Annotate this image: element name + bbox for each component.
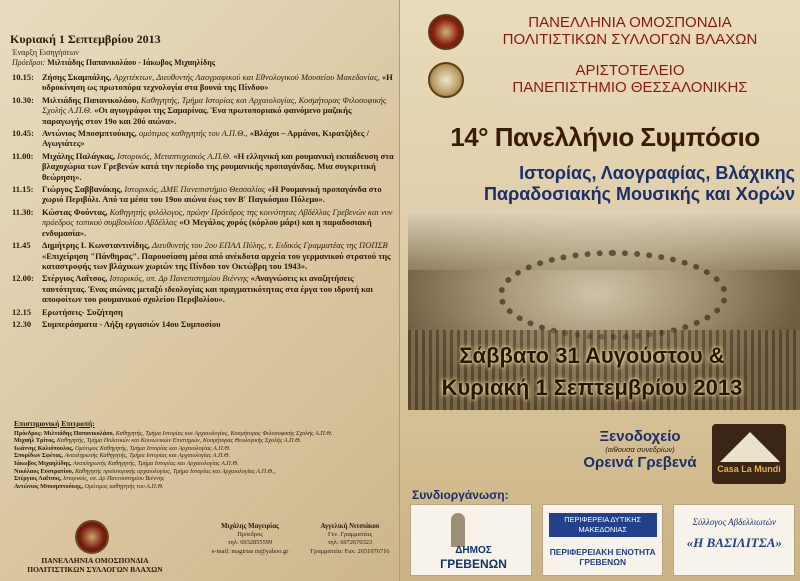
talk-text <box>42 151 394 182</box>
member-name: Στέργιος Λαΐτσος, <box>14 475 62 483</box>
committee-member <box>14 437 386 445</box>
speaker-name: Δημήτρης Ι. Κωνσταντινίδης, <box>42 240 152 251</box>
talk-text <box>42 72 394 93</box>
committee-member <box>14 452 386 460</box>
chair-label: Πρόεδροι: <box>12 58 48 67</box>
speaker-role: ομότιμος καθηγητής του Α.Π.Θ., <box>138 128 250 139</box>
sponsor1-line2: ΓΡΕΒΕΝΩΝ <box>440 557 507 571</box>
speaker-role: Ιστορικός, υπ. Δρ Πανεπιστημίου Βιέννης <box>109 273 251 284</box>
speaker-name: Κώστας Φούντας, <box>42 206 110 217</box>
talk-title: Συμπεράσματα - Λήξη εργασιών 14ου Συμποσίου <box>42 318 221 329</box>
sponsor-association <box>673 504 795 576</box>
talk-text <box>42 319 394 329</box>
program-list <box>12 48 394 331</box>
talk-item <box>12 95 394 126</box>
scientific-committee <box>14 420 386 516</box>
dance-circle <box>498 250 728 340</box>
sponsor1-line1: ΔΗΜΟΣ <box>455 545 492 556</box>
talk-text <box>42 128 394 149</box>
talk-item <box>12 72 394 93</box>
contact-role: Γεν. Γραμματέας <box>327 531 373 539</box>
symposium-title: 14° Πανελλήνιο Συμπόσιο <box>450 122 760 152</box>
talk-text <box>42 184 394 205</box>
talk-text <box>42 307 394 317</box>
sponsor-logos <box>410 504 795 576</box>
contact-role: Πρόεδρος <box>237 531 263 539</box>
member-name: Σπυρίδων Σφέτας, <box>14 452 63 460</box>
session-intro <box>12 48 394 68</box>
talk-title: «Αναγνώσεις κι αναζητήσεις ταυτότητας. Ένας αιώνας μεταξύ ιδεολογίας και πραγματικότητας στα έργα του ιδρυτή και αποφοίτων του ρουμανικού σχολείου Περιβολίου». <box>42 273 373 305</box>
speaker-name: Ζήσης Σκαμπάλης, <box>42 72 114 82</box>
intro-line: Έναρξη Εισηγήσεων <box>12 48 79 57</box>
cover-panel <box>400 0 800 581</box>
contact-fax: Γραμματεία: Fax: 2651076716 <box>310 547 390 555</box>
talk-item <box>12 240 394 271</box>
clock-tower-icon <box>451 513 465 547</box>
talk-item <box>12 273 394 304</box>
committee-title: Επιστημονική Επιτροπή: <box>14 420 95 428</box>
footer-organization <box>20 520 180 580</box>
sponsor3-top: Σύλλογος Αβδελλιωτών <box>692 517 777 527</box>
committee-member <box>14 483 386 491</box>
member-name: Αντώνιος Μποσμπτούκης, <box>14 482 83 490</box>
talk-items <box>12 72 394 329</box>
sponsor-region <box>542 504 664 576</box>
speaker-role: Καθηγητής, Τμήμα Ιστορίας και Αρχαιολογίας, Κοσμήτορας Φιλοσοφικής Σχολής Α.Π.Θ. <box>42 94 387 116</box>
university-name-line1: ΑΡΙΣΤΟΤΕΛΕΙΟ <box>575 62 685 79</box>
contact-name: Μιχάλης Μαγειρίας <box>221 523 279 530</box>
speaker-name: Στέργιος Λαΐτσος, <box>42 273 110 284</box>
member-name: Ιάκωβος Μιχαηλίδης, <box>14 459 72 467</box>
federation-name-line1: ΠΑΝΕΛΛΗΝΙΑ ΟΜΟΣΠΟΝΔΙΑ <box>528 14 732 31</box>
committee-list <box>14 430 386 491</box>
contact-president <box>200 523 300 556</box>
talk-time: 10.15: <box>12 72 34 82</box>
talk-time: 10.45: <box>12 128 34 139</box>
contact-phone: τηλ: 6932855599 <box>227 539 273 547</box>
talk-title: «Ο Μεγάλος χορός (κόρλου μάρι) και η παραδοσιακή ενδυμασία». <box>42 217 372 238</box>
member-role: Καθηγητής, Τμήμα Πολιτικών και Κοινωνικών Επιστημών, Κοσμήτορας Θεολογικής Σχολής Α.Π.Θ. <box>56 437 302 445</box>
talk-time: 12.00: <box>12 273 34 284</box>
sponsor2-top: ΠΕΡΙΦΕΡΕΙΑ ΔΥΤΙΚΗΣ ΜΑΚΕΔΟΝΙΑΣ <box>549 513 657 537</box>
date-line1: Σάββατο 31 Αυγούστου & <box>459 343 725 368</box>
member-role: Ομότιμος Καθηγητής, Τμήμα Ιστορίας και Αρχαιολογίας Α.Π.Θ. <box>74 444 231 452</box>
contacts <box>200 523 400 556</box>
talk-text <box>42 273 394 304</box>
university-name-line2: ΠΑΝΕΠΙΣΤΗΜΙΟ ΘΕΣΣΑΛΟΝΙΚΗΣ <box>512 79 748 96</box>
member-role: Ομότιμος καθηγητής του Α.Π.Θ. <box>84 482 164 490</box>
venue-line3: Ορεινά Γρεβενά <box>583 454 697 471</box>
day-title: Κυριακή 1 Σεπτεμβρίου 2013 <box>10 32 161 46</box>
talk-title: «Επιχείρηση "Πάνθηρας". Παρουσίαση μέσα από ανέκδοτα αρχεία του γερμανικού στρατού της καταστροφής των βλάχικων χωριών της Πίνδου τον Οκτώβρη του 1943». <box>42 250 391 271</box>
talk-text <box>42 95 394 126</box>
venue-line2: (αίθουσα συνεδρίων) <box>605 445 675 454</box>
talk-time: 11.45 <box>12 240 31 251</box>
coorganization-label: Συνδιοργάνωση: <box>412 488 509 502</box>
footer-org-name: ΠΑΝΕΛΛΗΝΙΑ ΟΜΟΣΠΟΝΔΙΑ ΠΟΛΙΤΙΣΤΙΚΩΝ ΣΥΛΛΟΓΩΝ ΒΛΑΧΩΝ <box>27 556 163 574</box>
talk-time: 11.00: <box>12 150 34 161</box>
member-role: Αναπληρωτής Καθηγητής, Τμήμα Ιστορίας και Αρχαιολογίας Α.Π.Θ. <box>72 459 239 467</box>
committee-member <box>14 460 386 468</box>
member-role: Αναπληρωτής Καθηγητής, Τμήμα Ιστορίας και Αρχαιολογίας Α.Π.Θ. <box>64 452 230 460</box>
talk-time: 10.30: <box>12 94 34 105</box>
federation-name-line2: ΠΟΛΙΤΙΣΤΙΚΩΝ ΣΥΛΛΟΓΩΝ ΒΛΑΧΩΝ <box>502 31 758 48</box>
mountain-icon <box>720 432 780 462</box>
talk-time: 11.15: <box>12 184 34 195</box>
member-name: Πρόεδρος: Μιλτιάδης Παπανικολάου, <box>14 429 115 437</box>
speaker-role: Ιστορικός, Μεταπτυχιακός Α.Π.Θ. <box>117 150 234 161</box>
speaker-role: Ιστορικός, ΔΜΕ Πανεπιστήμιο Θεσσαλίας <box>124 184 268 195</box>
member-name: Μιχαήλ Τρίτος, <box>14 437 56 445</box>
venue <box>570 428 710 471</box>
contact-email: e-mail: magirias m@yahoo.gr <box>211 547 289 555</box>
federation-seal-icon <box>75 520 109 554</box>
member-role: Καθηγητής, Τμήμα Ιστορίας και Αρχαιολογίας, Κοσμήτορας Φιλοσοφικής Σχολής Α.Π.Θ. <box>115 429 333 437</box>
sponsor2-bottom: ΠΕΡΙΦΕΡΕΙΑΚΗ ΕΝΟΤΗΤΑ ΓΡΕΒΕΝΩΝ <box>549 547 656 567</box>
subtitle-line2: Παραδοσιακής Μουσικής και Χορών <box>484 184 795 204</box>
member-name: Νικόλαος Ευστρατίου, <box>14 467 74 475</box>
speaker-name: Μιχάλης Παλάγκας, <box>42 150 118 161</box>
federation-name <box>470 14 790 48</box>
talk-item <box>12 307 394 317</box>
talk-title: «Η ελληνική και ρουμανική εκπαίδευση στα βλαχοχώρια των Γρεβενών κατά την περίοδο της ρουμανικής προπαγάνδας. Μια συγκριτική θεώρηση». <box>42 150 394 182</box>
symposium-subtitle <box>420 163 795 205</box>
talk-time: 12.30 <box>12 318 32 329</box>
chair-names: Μιλτιάδης Παπανικολάου - Ιάκωβος Μιχαηλίδης <box>47 58 216 67</box>
university-name <box>470 62 790 96</box>
sponsor-municipality <box>410 504 532 576</box>
member-name: Ιωάννης Κολιόπουλος, <box>14 444 74 452</box>
subtitle-line1: Ιστορίας, Λαογραφίας, Βλάχικης <box>519 163 795 183</box>
contact-secretary <box>300 523 400 556</box>
member-role: Ιστορικός, υπ. Δρ Πανεπιστημίου Βιέννης <box>63 475 165 483</box>
talk-item <box>12 128 394 149</box>
speaker-name: Μιλτιάδης Παπανικολάου, <box>42 94 141 105</box>
member-role: Καθηγητής προϊστορικής αρχαιολογίας, Τμήμα Ιστορίας και Αρχαιολογίας Α.Π.Θ., <box>74 467 276 475</box>
talk-item <box>12 207 394 238</box>
talk-text <box>42 207 394 238</box>
federation-logo-icon <box>428 14 464 50</box>
contact-phone: τηλ: 6972670323 <box>327 539 373 547</box>
venue-line1: Ξενοδοχείο <box>599 428 681 445</box>
committee-member <box>14 475 386 483</box>
date-line2: Κυριακή 1 Σεπτεμβρίου 2013 <box>441 375 743 400</box>
talk-item <box>12 184 394 205</box>
university-logo-icon <box>428 62 464 98</box>
talk-time: 12.15 <box>12 306 32 317</box>
speaker-role: Καθηγητής φιλόλογος, πρώην Πρόεδρος της κοινότητας Αβδέλλας Γρεβενών και νυν πρόεδρος τοπικού συμβουλίου Αβδέλλας <box>42 206 393 228</box>
speaker-role: Αρχιτέκτων, Διευθυντής Λαογραφικού και Εθνολογικού Μουσείου Μακεδονίας, <box>113 72 382 82</box>
talk-title: «Οι αγιογράφοι της Σαμαρίνας. Ένα πρωτοποριακό φαινόμενο μαζικής παραγωγής στον 19ο και 20ό αιώνα». <box>42 105 352 126</box>
hotel-logo <box>712 424 786 484</box>
talk-text <box>42 240 394 271</box>
talk-item <box>12 319 394 329</box>
contact-name: Αγγελική Νιτσιάκου <box>320 523 380 530</box>
talk-time: 11.30: <box>12 206 34 217</box>
talk-title: «Η υδροκίνηση ως πρωτοπόρα τεχνολογία στα βουνά της Πίνδου» <box>42 72 393 93</box>
speaker-role: Διευθυντής του 2ου ΕΠΑΛ Πύλης, τ. Ειδικός Γραμματέας της ΠΟΠΣΒ <box>151 240 388 251</box>
talk-title: «Βλάχοι – Αρμάνοι, Κιρατζήδες / Αγωγιάτες» <box>42 128 369 149</box>
session-chairs <box>12 58 394 68</box>
speaker-name: Γιώργος Σαββανάκης, <box>42 184 125 195</box>
hotel-logo-text: Casa La Mundi <box>717 464 781 474</box>
sponsor3-name: «Η ΒΑΣΙΛΙΤΣΑ» <box>686 535 782 550</box>
speaker-name: Αντώνιος Μποσμπτούκης, <box>42 128 139 139</box>
talk-item <box>12 151 394 182</box>
talk-title: Ερωτήσεις- Συζήτηση <box>42 306 123 317</box>
talk-title: «Η Ρουμανική προπαγάνδα στο χωριό Περιβόλι. Από τα μέσα του 19ου αιώνα έως τον Β' Παγκόσμιο Πόλεμο». <box>42 184 382 205</box>
